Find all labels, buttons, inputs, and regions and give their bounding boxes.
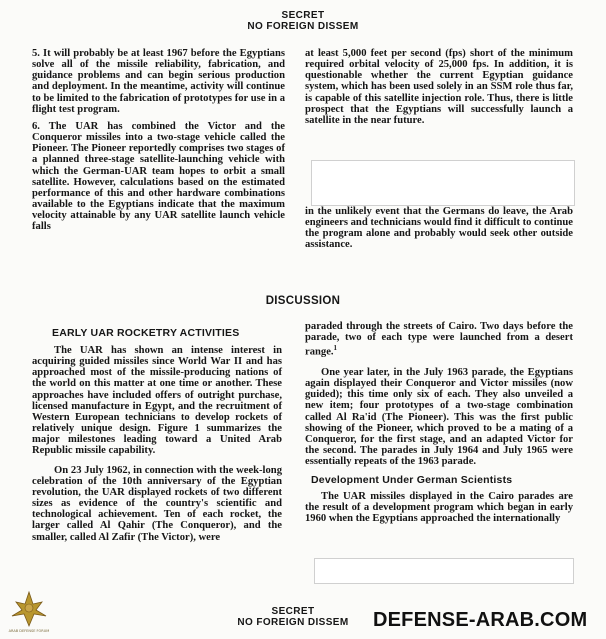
footnote-reference: 1 (333, 344, 338, 353)
paragraph-5: 5. It will probably be at least 1967 before the Egyptians solve all of the missile reliability, fabrication, and guidance problems and can begin serious production and deployment. In the meantime, activity will continue to be limited to the fabrication of prototypes for use in a flight test program. (32, 48, 285, 115)
footer-dissemination: NO FOREIGN DISSEM (237, 617, 349, 628)
discussion-heading: DISCUSSION (265, 295, 341, 307)
forum-logo (2, 586, 56, 634)
paragraph-missile-interest: The UAR has shown an intense interest in acquiring guided missiles since World War II and has approached most of the missile-producing nations of the world on this matter at one time or another. These approaches have included offers of outright purchase, licensed manufacture in Egypt, and the recruitment of Western European technicians to develop rockets of relatively unique design. Figure 1 summarizes the major milestones leading toward a United Arab Republic missile capability. (32, 345, 282, 457)
paragraph-1962-parade: On 23 July 1962, in connection with the week-long celebration of the 10th anniversary of the Egyptian revolution, the UAR displayed rockets of two different sizes as evidence of the country's scientific and technological achievement. Ten of each rocket, the larger called Al Qahir (The Conqueror), and the smaller, called Al Zafir (The Victor), were (32, 464, 282, 543)
paragraph-6: 6. The UAR has combined the Victor and the Conqueror missiles into a two-stage vehicle called the Pioneer. The Pioneer reportedly comprises two stages of a planned three-stage satellite-launching vehicle with which the German-UAR team hopes to orbit a small satellite. However, calculations based on the estimated performance of this and other hardware combinations available to the Egyptians indicate that the maximum velocity attainable by any UAR satellite launch vehicle falls (32, 120, 285, 233)
security-header (0, 10, 606, 32)
classification-line: SECRET (281, 10, 325, 21)
paragraph-orbital-velocity: at least 5,000 feet per second (fps) short of the minimum required orbital velocity of 25,000 fps. In addition, it is questionable whether the current Egyptian guidance system, which has been used solely in an SSM role thus far, is capable of this satellite injection role. Thus, there is little prospect that the Egyptians will successfully launch a satellite in the near future. (305, 48, 573, 126)
dissemination-line: NO FOREIGN DISSEM (247, 21, 359, 32)
paragraph-germans-leave: in the unlikely event that the Germans do leave, the Arab engineers and technicians would find it difficult to continue the program alone and probably would seek other outside assistance. (305, 206, 573, 251)
paragraph-1963-parade: One year later, in the July 1963 parade, the Egyptians again displayed their Conqueror and Victor missiles (now guided); this time only six of each. They also unveiled a new item; four prototypes of a two-stage combination called Al Ra'id (The Pioneer). This was the first public showing of the Pioneer, which proved to be a mating of a Conqueror, for the first stage, and an adapted Victor for the second. The parades in July 1964 and July 1965 were essentially repeats of the 1963 parade. (305, 367, 573, 468)
footer-classification: SECRET (271, 606, 315, 617)
early-rocketry-heading: EARLY UAR ROCKETRY ACTIVITIES (52, 327, 240, 339)
lower-left-column (32, 345, 282, 543)
lower-right-column (305, 321, 573, 524)
logo-caption: ARAB DEFENSE FORUM (8, 629, 50, 633)
eagle-emblem-icon (2, 586, 56, 634)
redaction-box-lower (314, 558, 574, 584)
redaction-box (311, 160, 575, 206)
upper-left-column (32, 48, 285, 233)
upper-right-continued (305, 206, 573, 251)
paragraph-development-program: The UAR missiles displayed in the Cairo parades are the result of a development program which began in early 1960 when the Egyptians approached the internationally (305, 490, 573, 524)
paragraph-cairo-parade: paraded through the streets of Cairo. Two days before the parade, two of each type were launched from a desert range.$^1$ (305, 321, 573, 358)
upper-right-column (305, 48, 573, 126)
site-watermark: DEFENSE-ARAB.COM (373, 609, 588, 631)
german-scientists-heading: Development Under German Scientists (311, 474, 513, 487)
